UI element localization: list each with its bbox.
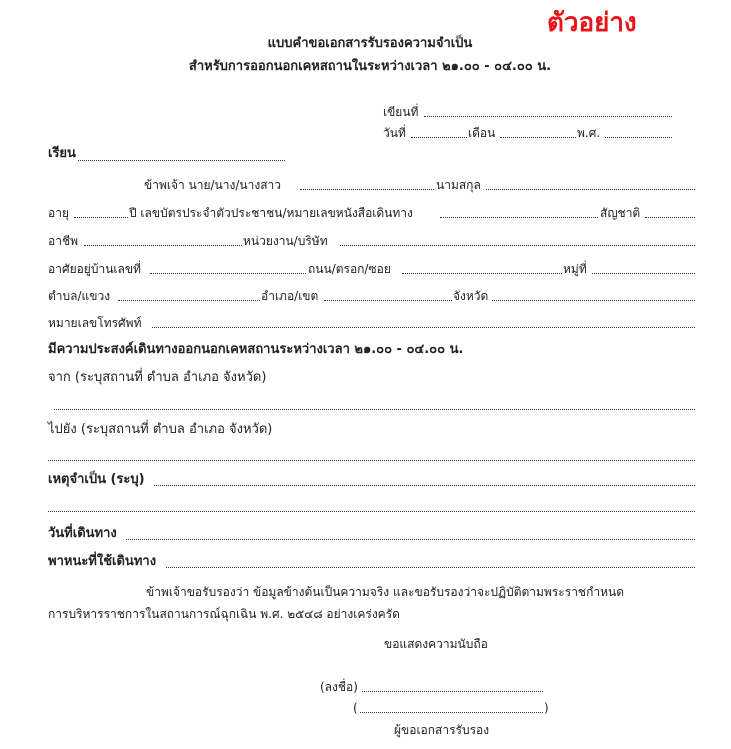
signature-field[interactable] [362,691,543,692]
moo-label: หมู่ที่ [563,262,587,276]
form-subtitle: สำหรับการออกนอกเคหสถานในระหว่างเวลา ๒๑.๐๐ - ๐๔.๐๐ น. [188,59,552,74]
workplace-label: หน่วยงาน/บริษัท [243,234,328,248]
travel-date-field[interactable] [126,539,695,540]
certify-line2: การบริหารราชการในสถานการณ์ฉุกเฉิน พ.ศ. ๒๕๔๘ อย่างเคร่งครัด [48,607,400,621]
destination-label: ไปยัง (ระบุสถานที่ ตำบล อำเภอ จังหวัด) [48,422,273,437]
name-field[interactable] [300,189,434,190]
phone-label: หมายเลขโทรศัพท์ [48,316,142,330]
written-at-label: เขียนที่ [383,105,419,119]
form-title: แบบคำขอเอกสารรับรองความจำเป็น [267,36,473,51]
road-field[interactable] [402,273,562,274]
id-field[interactable] [440,217,598,218]
date-month-field[interactable] [500,137,576,138]
district-label: อำเภอ/เขต [261,289,319,303]
date-day-label: วันที่ [383,126,406,140]
age-field[interactable] [74,217,128,218]
moo-field[interactable] [592,273,695,274]
purpose-heading: มีความประสงค์เดินทางออกนอกเคหสถานระหว่างเวลา ๒๑.๐๐ - ๐๔.๐๐ น. [48,342,464,357]
name-label: ข้าพเจ้า นาย/นาง/นางสาว [144,178,281,192]
travel-date-label: วันที่เดินทาง [48,526,117,541]
vehicle-label: พาหนะที่ใช้เดินทาง [48,554,157,569]
occupation-label: อาชีพ [48,234,78,248]
district-field[interactable] [324,300,452,301]
to-label: เรียน [48,146,76,161]
paren-open: ( [353,701,358,715]
house-no-label: อาศัยอยู่บ้านเลขที่ [48,262,141,276]
printed-name-field[interactable] [360,712,543,713]
certify-line1: ข้าพเจ้าขอรับรองว่า ข้อมูลข้างต้นเป็นความจริง และขอรับรองว่าจะปฏิบัติตามพระราชกำหนด [146,585,624,599]
surname-label: นามสกุล [436,178,481,192]
workplace-field[interactable] [340,245,695,246]
to-field[interactable] [78,160,285,161]
requester-label: ผู้ขอเอกสารรับรอง [394,723,490,737]
nationality-field[interactable] [645,217,695,218]
reason-field-line2[interactable] [48,511,695,512]
occupation-field[interactable] [84,245,242,246]
from-label: จาก (ระบุสถานที่ ตำบล อำเภอ จังหวัด) [48,370,267,385]
house-no-field[interactable] [150,273,306,274]
destination-field[interactable] [48,460,695,461]
vehicle-field[interactable] [166,567,695,568]
sample-stamp: ตัวอย่าง [547,8,637,38]
date-year-field[interactable] [605,137,672,138]
subdistrict-field[interactable] [118,300,260,301]
reason-field[interactable] [154,485,695,486]
respect-closing: ขอแสดงความนับถือ [384,637,488,651]
date-month-label: เดือน [468,126,496,140]
sign-label: (ลงชื่อ) [320,680,358,694]
written-at-field[interactable] [424,116,672,117]
province-field[interactable] [492,300,695,301]
age-label: อายุ [48,206,69,220]
phone-field[interactable] [152,327,695,328]
province-label: จังหวัด [453,289,489,303]
date-day-field[interactable] [411,137,467,138]
paren-close: ) [544,701,549,715]
reason-label: เหตุจำเป็น (ระบุ) [48,472,145,487]
road-label: ถนน/ตรอก/ซอย [308,262,391,276]
surname-field[interactable] [486,189,695,190]
date-year-label: พ.ศ. [577,126,601,140]
from-field[interactable] [54,409,695,410]
id-label: ปี เลขบัตรประจำตัวประชาชน/หมายเลขหนังสือเดินทาง [129,206,413,220]
subdistrict-label: ตำบล/แขวง [48,289,111,303]
nationality-label: สัญชาติ [600,206,641,220]
